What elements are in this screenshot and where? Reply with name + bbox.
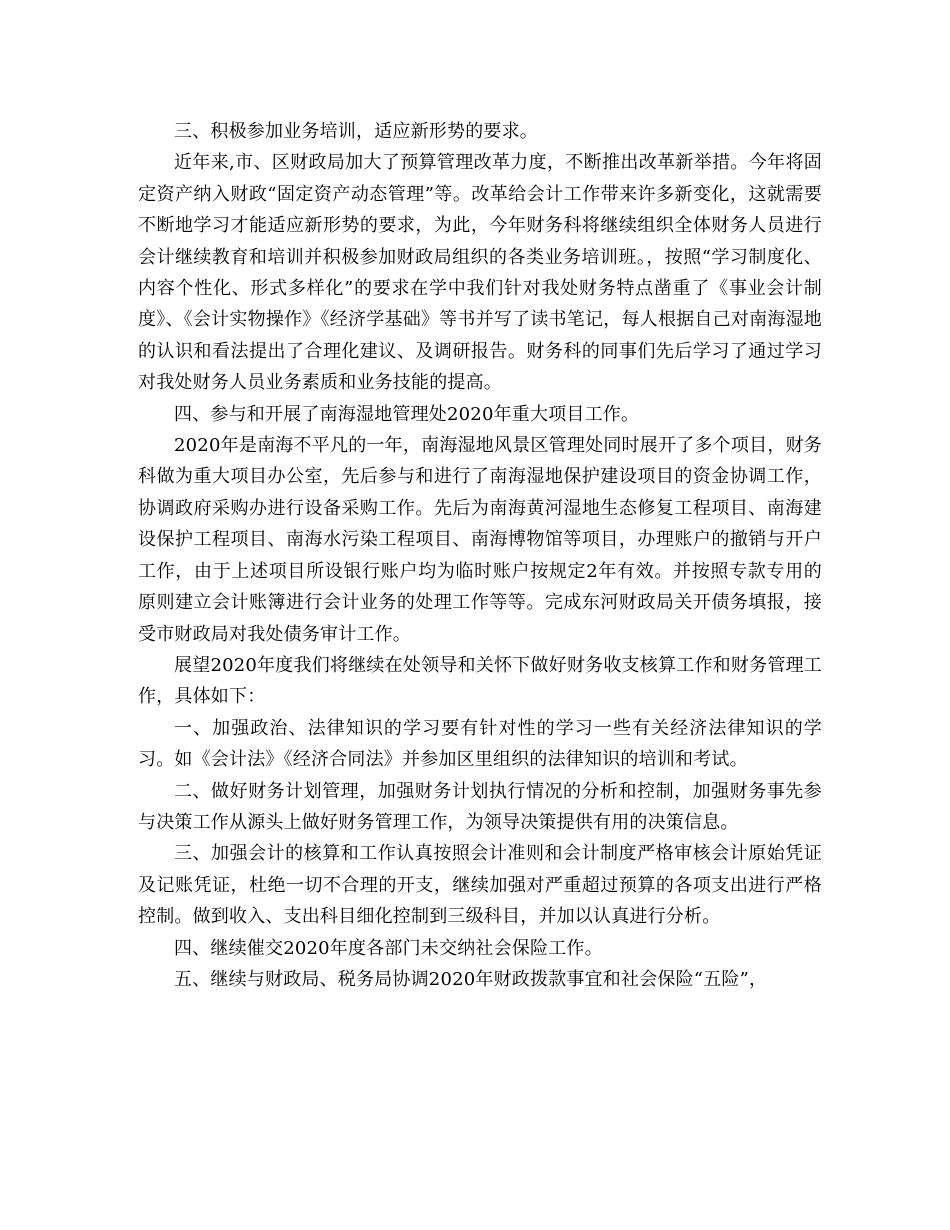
paragraph-plan-item-5: 五、继续与财政局、税务局协调2020年财政拨款事宜和社会保险“五险”， bbox=[174, 968, 768, 990]
paragraph-training-heading: 三、积极参加业务培训，适应新形势的要求。 bbox=[174, 121, 538, 142]
paragraph-training-body: 近年来,市、区财政局加大了预算管理改革力度，不断推出改革新举措。今年将固定资产纳入财政“固定资产动态管理”等。改革给会计工作带来许多新变化，这就需要不断地学习才能适应新形势的要求，为此，今年财务科将继续组织全体财务人员进行会计继续教育和培训并积极参加财政局组织的各类业务培训班。，按照“学习制度化、内容个性化、形式多样化”的要求在学中我们针对我处财务特点凿重了《事业会计制度》、《会计实物操作》《经济学基础》等书并写了读书笔记，每人根据自己对南海湿地的认识和看法提出了合理化建议、及调研报告。财务科的同事们先后学习了通过学习对我处财务人员业务素质和业务技能的提高。 bbox=[138, 152, 822, 394]
paragraph-projects-body: 2020年是南海不平凡的一年，南海湿地风景区管理处同时展开了多个项目，财务科做为重大项目办公室，先后参与和进行了南海湿地保护建设项目的资金协调工作，协调政府采购办进行设备采购工作。先后为南海黄河湿地生态修复工程项目、南海建设保护工程项目、南海水污染工程项目、南海博物馆等项目，办理账户的撤销与开户工作，由于上述项目所设银行账户均为临时账户按规定2年有效。并按照专款专用的原则建立会计账簿进行会计业务的处理工作等等。完成东河财政局关开债务填报，接受市财政局对我处债务审计工作。 bbox=[138, 435, 822, 645]
paragraph-plan-item-1: 一、加强政治、法律知识的学习要有针对性的学习一些有关经济法律知识的学习。如《会计法》《经济合同法》并参加区里组织的法律知识的培训和考试。 bbox=[138, 717, 822, 771]
paragraph-projects-heading: 四、参与和开展了南海湿地管理处2020年重大项目工作。 bbox=[174, 403, 640, 425]
paragraph-plan-item-3: 三、加强会计的核算和工作认真按照会计准则和会计制度严格审核会计原始凭证及记账凭证，杜绝一切不合理的开支，继续加强对严重超过预算的各项支出进行严格控制。做到收入、支出科目细化控制到三级科目，并加以认真进行分析。 bbox=[138, 843, 822, 928]
paragraph-plan-item-2: 二、做好财务计划管理，加强财务计划执行情况的分析和控制，加强财务事先参与决策工作从源头上做好财务管理工作，为领导决策提供有用的决策信息。 bbox=[138, 780, 822, 833]
paragraph-outlook-intro: 展望2020年度我们将继续在处领导和关怀下做好财务收支核算工作和财务管理工作，具体如下： bbox=[138, 654, 822, 708]
paragraph-plan-item-4: 四、继续催交2020年度各部门未交纳社会保险工作。 bbox=[174, 937, 603, 959]
